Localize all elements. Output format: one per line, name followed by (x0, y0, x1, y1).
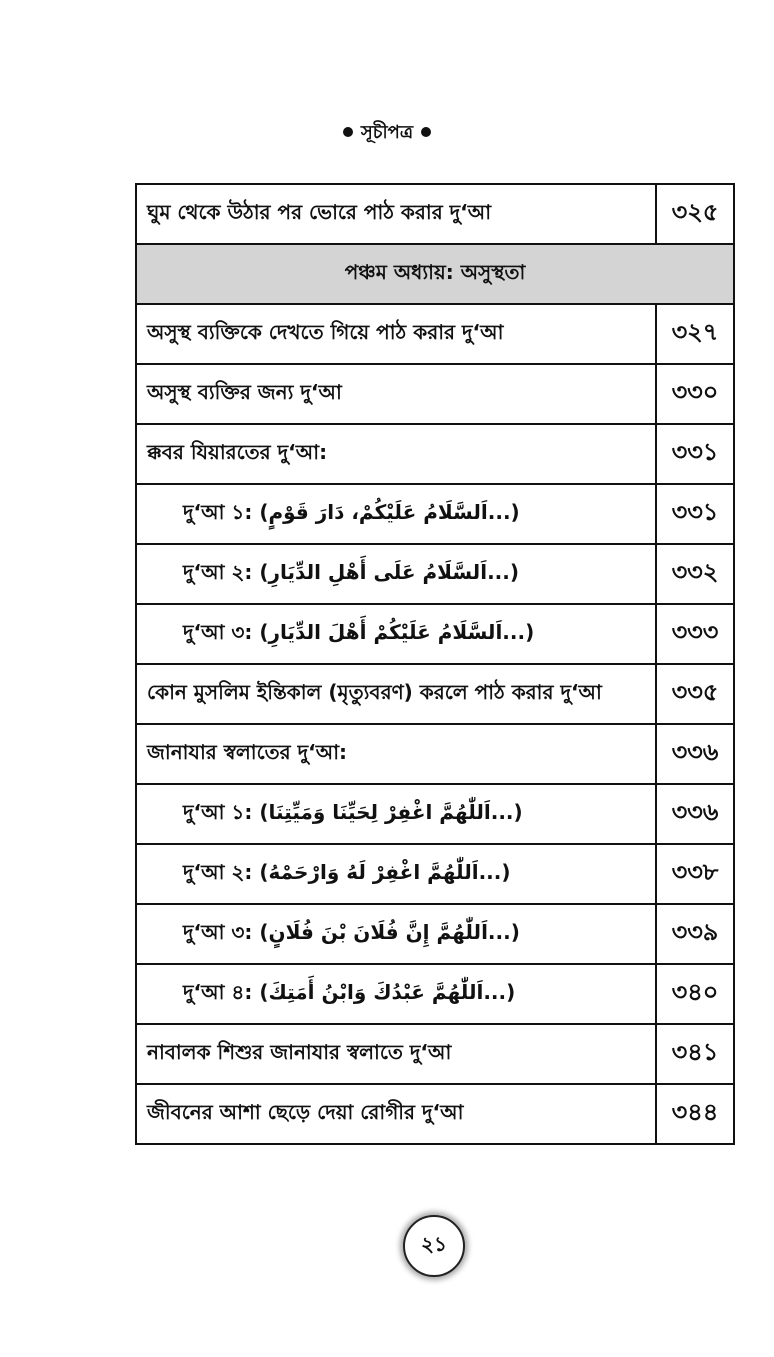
page-header (0, 118, 774, 148)
toc-entry-title: অসুস্থ ব্যক্তিকে দেখতে গিয়ে পাঠ করার দু‘আ (137, 305, 657, 363)
toc-entry-page: ৩৩৬ (671, 798, 719, 826)
toc-entry-title: দু‘আ ১: (اَلسَّلَامُ عَلَيْكُمْ، دَارَ قَوْمٍ...) (137, 485, 657, 543)
toc-entry-title: দু‘আ ৩: (اَلسَّلَامُ عَلَيْكُمْ أَهْلَ الدِّيَارِ...) (137, 605, 657, 663)
toc-entry-page: ৩৪৪ (671, 1098, 719, 1126)
toc-row (137, 605, 733, 665)
section-heading-row (137, 245, 733, 305)
toc-entry-page: ৩৩৬ (671, 738, 719, 766)
toc-row (137, 905, 733, 965)
toc-entry-title: জানাযার স্বলাতের দু‘আ: (137, 725, 657, 783)
toc-row (137, 425, 733, 485)
toc-entry-page: ৩৪০ (671, 978, 719, 1006)
toc-entry-title: অসুস্থ ব্যক্তির জন্য দু‘আ (137, 365, 657, 423)
toc-row (137, 185, 733, 245)
toc-entry-page: ৩২৭ (671, 318, 719, 346)
toc-row (137, 725, 733, 785)
toc-entry-title: নাবালক শিশুর জানাযার স্বলাতে দু‘আ (137, 1025, 657, 1083)
toc-row (137, 1085, 733, 1145)
toc-row (137, 845, 733, 905)
toc-entry-title: দু‘আ ২: (اَلسَّلَامُ عَلَى أَهْلِ الدِّيَارِ...) (137, 545, 657, 603)
toc-entry-title: কোন মুসলিম ইন্তিকাল (মৃত্যুবরণ) করলে পাঠ করার দু‘আ (137, 665, 657, 723)
page-number: ২১ (403, 1215, 465, 1277)
toc-entry-page: ৩৪১ (671, 1038, 719, 1066)
table-of-contents (135, 183, 735, 1145)
bullet-icon (421, 127, 431, 137)
toc-entry-page: ৩৩৩ (671, 618, 719, 646)
toc-row (137, 965, 733, 1025)
toc-entry-page: ৩৩০ (671, 378, 719, 406)
toc-entry-page: ৩২৫ (671, 198, 719, 226)
toc-entry-title: ঘুম থেকে উঠার পর ভোরে পাঠ করার দু‘আ (137, 185, 657, 243)
toc-row (137, 1025, 733, 1085)
toc-row (137, 785, 733, 845)
toc-row (137, 365, 733, 425)
toc-entry-title: দু‘আ ৩: (اَللّٰهُمَّ إِنَّ فُلَانَ بْنَ فُلَانٍ...) (137, 905, 657, 963)
toc-row (137, 485, 733, 545)
toc-entry-title: দু‘আ ২: (اَللّٰهُمَّ اغْفِرْ لَهُ وَارْحَمْهُ...) (137, 845, 657, 903)
toc-entry-title: ক্কবর যিয়ারতের দু‘আ: (137, 425, 657, 483)
toc-entry-page: ৩৩১ (671, 498, 719, 526)
toc-entry-title: দু‘আ ১: (اَللّٰهُمَّ اغْفِرْ لِحَيِّنَا وَمَيِّتِنَا...) (137, 785, 657, 843)
toc-entry-page: ৩৩২ (671, 558, 719, 586)
toc-entry-page: ৩৩১ (671, 438, 719, 466)
toc-row (137, 545, 733, 605)
toc-entry-title: জীবনের আশা ছেড়ে দেয়া রোগীর দু‘আ (137, 1085, 657, 1143)
toc-entry-page: ৩৩৮ (671, 858, 719, 886)
toc-row (137, 305, 733, 365)
bullet-icon (343, 127, 353, 137)
toc-entry-title: দু‘আ ৪: (اَللّٰهُمَّ عَبْدُكَ وَابْنُ أَمَتِكَ...) (137, 965, 657, 1023)
header-title: সূচীপত্র (360, 122, 414, 143)
section-title: পঞ্চম অধ্যায়: অসুস্থতা (344, 259, 526, 284)
toc-entry-page: ৩৩৯ (671, 918, 719, 946)
toc-row (137, 665, 733, 725)
toc-entry-page: ৩৩৫ (671, 678, 719, 706)
